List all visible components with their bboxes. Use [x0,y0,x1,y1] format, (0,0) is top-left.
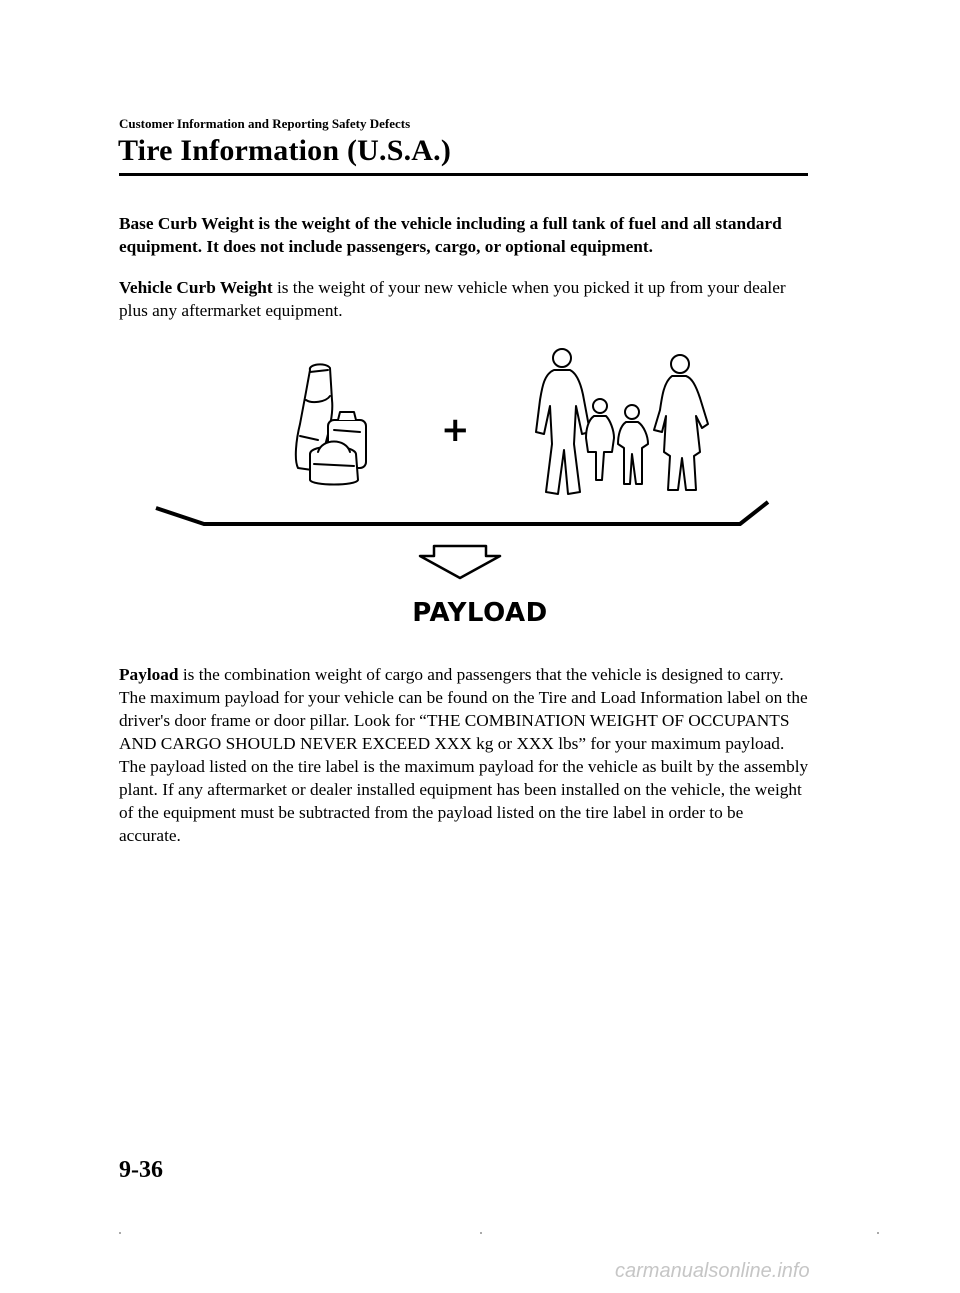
payload-term: Payload [119,665,179,684]
title-rule [119,173,808,176]
payload-paragraph [119,663,809,847]
payload-label: PAYLOAD [412,598,548,628]
page-number: 9-36 [119,1157,163,1183]
base-curb-weight-paragraph: Base Curb Weight is the weight of the vehicle including a full tank of fuel and all standard equipment. It does not include passengers, cargo, or optional equipment. [119,214,782,256]
section-label: Customer Information and Reporting Safety Defects [119,116,411,131]
luggage-icon [296,364,366,484]
bracket-line [156,502,768,524]
payload-text: is the combination weight of cargo and passengers that the vehicle is designed to carry. The maximum payload for your vehicle can be found on the Tire and Load Information label on the driver's door frame or door pillar. Look for “THE COMBINATION WEIGHT OF OCCUPANTS AND CARGO SHOULD NEVER EXCEED XXX kg or XXX lbs” for your maximum payload. The payload listed on the tire label is the maximum payload for the vehicle as built by the assembly plant. If any aftermarket or dealer installed equipment has been installed on the vehicle, the weight of the equipment must be subtracted from the payload listed on the tire label in order to be accurate. [119,665,809,845]
family-icon [536,349,708,494]
vehicle-curb-weight-term: Vehicle Curb Weight [119,278,273,297]
vehicle-curb-weight-text: is the weight of your new vehicle when you picked it up from your dealer plus any aftermarket equipment. [119,278,786,320]
watermark: carmanualsonline.info [615,1260,810,1282]
chapter-title: Tire Information (U.S.A.) [118,134,452,167]
plus-sign: + [441,410,470,450]
vehicle-curb-weight-paragraph [119,276,809,322]
down-arrow-icon [420,546,500,578]
